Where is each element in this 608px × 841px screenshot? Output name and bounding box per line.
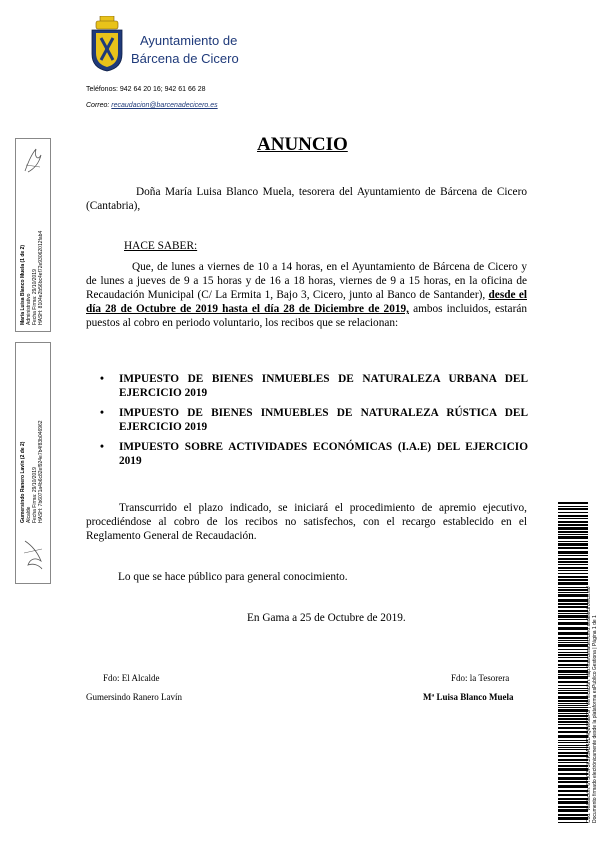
signature-scribble-icon <box>21 535 45 573</box>
intro-paragraph: Doña María Luisa Blanco Muela, tesorera del Ayuntamiento de Bárcena de Cicero (Cantabria), <box>86 186 527 212</box>
barcode-icon <box>558 502 588 824</box>
list-item-text: IMPUESTO SOBRE ACTIVIDADES ECONÓMICAS (I.A.E) DEL EJERCICIO 2019 <box>119 441 528 467</box>
validation-line: Cód. Validación: 6T5G3F3K2K9A242D4Q8W6EFG | Verificación: http://barcenadecicero.sedelectronica.es/ <box>586 586 592 823</box>
list-item-text: IMPUESTO DE BIENES INMUEBLES DE NATURALEZA RÚSTICA DEL EJERCICIO 2019 <box>119 407 528 433</box>
list-item <box>100 406 528 434</box>
mayor-signature-label: Fdo: El Alcalde <box>103 673 160 683</box>
bullet-icon: • <box>100 373 104 385</box>
stamp-signer: Gumersindo Ranero Lavín (2 de 2) <box>20 441 26 523</box>
email-line <box>86 102 218 109</box>
stamp-date: Fecha Firma: 29/10/2019 <box>32 467 38 523</box>
list-item <box>100 372 528 400</box>
notice-paragraph <box>86 260 527 330</box>
stamp-signer: María Luisa Blanco Muela (1 de 2) <box>20 244 26 325</box>
signature-stamp-2 <box>15 342 51 584</box>
stamp-hash: HASH: 7b6071a4b6c82ef924e7b4f83b046962 <box>38 420 44 523</box>
notice-part2: ambos incluidos, estarán puestos al cobro en periodo voluntario, los recibos que se relacionan: <box>86 303 527 329</box>
bullet-icon: • <box>100 441 104 453</box>
notice-part1: Que, de lunes a viernes de 10 a 14 horas, en el Ayuntamiento de Bárcena de Cicero y de lunes a jueves de 9 a 15 horas y de 16 a 18 horas, viernes de 9 a 15 horas, en la oficina de Recaudación Municipal (C/ La Ermita 1, Bajo 3, Cicero, junto al Banco de Santander), <box>86 261 527 301</box>
signature-platform-line: Documento firmado electrónicamente desde la plataforma esPublico Gestiona | Página 1 de 1 <box>592 615 598 823</box>
list-item <box>100 440 528 468</box>
signature-scribble-icon <box>22 145 44 175</box>
treasurer-signature-label: Fdo: la Tesorera <box>451 673 510 683</box>
signature-stamp-1 <box>15 138 51 332</box>
stamp-text-2 <box>20 347 44 523</box>
email-label: Correo: <box>86 102 112 109</box>
apremio-paragraph: Transcurrido el plazo indicado, se iniciará el procedimiento de apremio ejecutivo, procediéndose al cobro de los recibos no satisfechos, con el recargo establecido en el Reglamento General de Recaudación. <box>86 502 527 542</box>
phone-numbers: Teléfonos: 942 64 20 16; 942 61 66 28 <box>86 86 206 93</box>
org-name-line1: Ayuntamiento de <box>140 33 238 48</box>
hace-saber-heading: HACE SABER: <box>124 240 198 252</box>
place-date: En Gama a 25 de Octubre de 2019. <box>247 612 406 624</box>
email-link[interactable]: recaudacion@barcenadecicero.es <box>111 102 218 109</box>
publico-paragraph: Lo que se hace público para general conocimiento. <box>118 571 348 583</box>
mayor-name: Gumersindo Ranero Lavín <box>86 692 182 702</box>
tax-list <box>100 372 528 474</box>
document-title: ANUNCIO <box>257 134 348 155</box>
stamp-hash: HASH: 8104e2b56bc4ef72e93062012fab4 <box>38 230 44 325</box>
validation-legend <box>586 501 598 823</box>
stamp-role: Alcalde <box>26 506 32 523</box>
stamp-date: Fecha Firma: 29/10/2019 <box>32 269 38 325</box>
treasurer-name: Mª Luisa Blanco Muela <box>423 692 514 702</box>
list-item-text: IMPUESTO DE BIENES INMUEBLES DE NATURALEZA URBANA DEL EJERCICIO 2019 <box>119 373 528 399</box>
notice-dates: desde el día 28 de Octubre de 2019 hasta el día 28 de Diciembre de 2019, <box>86 289 527 315</box>
org-name-line2: Bárcena de Cicero <box>131 51 239 66</box>
stamp-role: Administrativo <box>26 293 32 325</box>
bullet-icon: • <box>100 407 104 419</box>
coat-of-arms-logo <box>88 16 126 72</box>
